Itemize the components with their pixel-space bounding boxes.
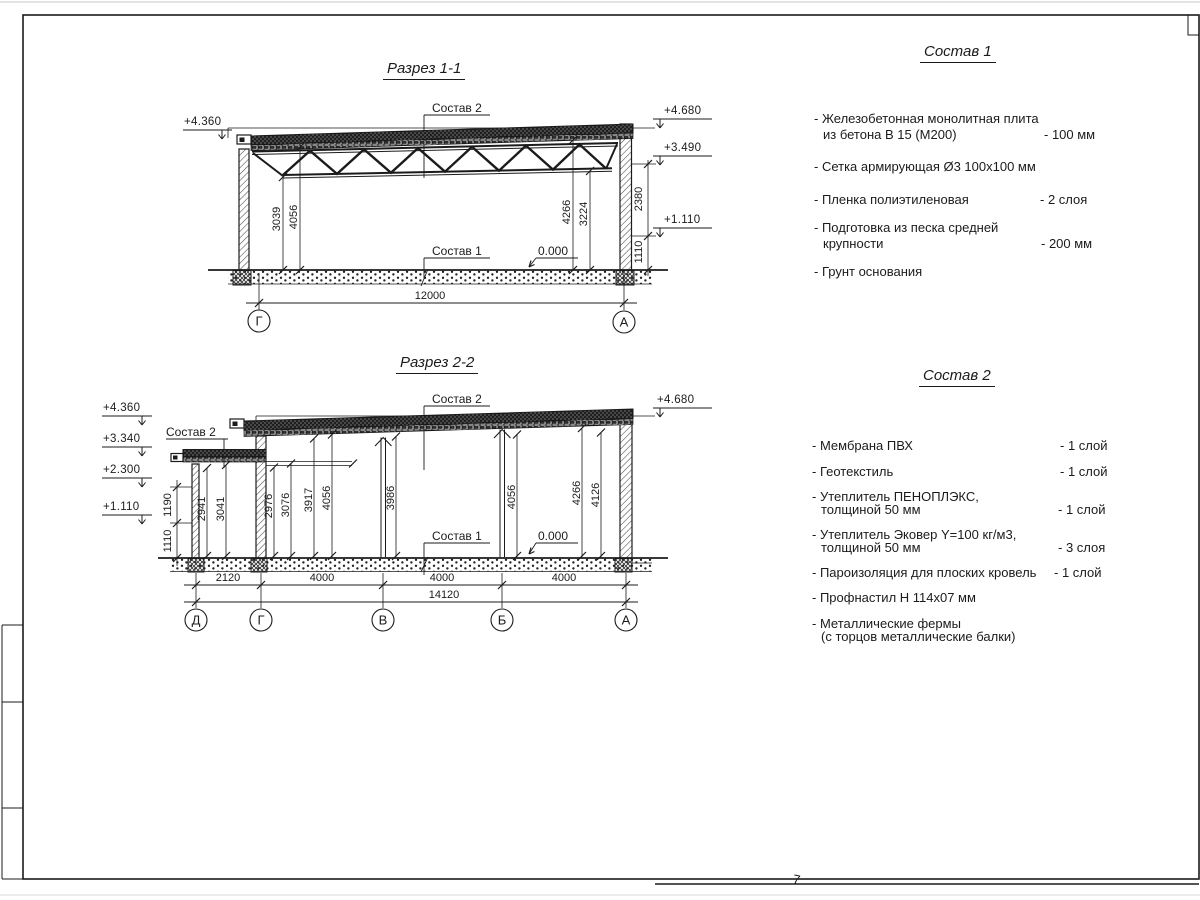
list-item-text: - Железобетонная монолитная плита — [814, 111, 1039, 126]
elevation-label: +2.300 — [103, 464, 141, 476]
side-dim-label: 1190 — [162, 493, 174, 517]
elevation-label: +4.360 — [184, 116, 222, 128]
section-2-2 — [102, 406, 712, 631]
axis-label: А — [619, 314, 629, 330]
total-dim-label: 14120 — [428, 589, 460, 601]
list-item-value: - 3 слоя — [1058, 540, 1106, 555]
leader-label: Состав 1 — [432, 244, 482, 258]
elevation-label: +4.680 — [657, 394, 695, 406]
list-item-text: (с торцов металлические балки) — [821, 629, 1016, 644]
list-item-value: - 1 слой — [1060, 464, 1108, 479]
list-item-text: толщиной 50 мм — [821, 502, 921, 517]
list-item-text: - Грунт основания — [814, 264, 923, 279]
list-item-text: - Пленка полиэтиленовая — [814, 192, 969, 207]
list-item-value: - 200 мм — [1041, 236, 1093, 251]
elevation-label: +1.110 — [103, 501, 140, 513]
vertical-dim-label: 2976 — [263, 493, 275, 519]
vertical-dim-label: 3917 — [303, 487, 315, 513]
list-item-text: - Сетка армирующая Ø3 100х100 мм — [814, 159, 1036, 174]
vertical-dim-label: 3076 — [280, 492, 292, 518]
vertical-dim-label: 4126 — [590, 482, 602, 508]
side-dim-label: 1110 — [162, 529, 174, 553]
axis-label: Б — [497, 612, 507, 628]
list-item-text: толщиной 50 мм — [821, 540, 921, 555]
zero-level-label: 0.000 — [538, 529, 569, 543]
leader-label: Состав 2 — [432, 392, 482, 406]
list-item-text: из бетона В 15 (М200) — [823, 127, 957, 142]
list-item-text: - Пароизоляция для плоских кровель — [812, 565, 1037, 580]
list-item-text: - Мембрана ПВХ — [812, 438, 913, 453]
axis-label: Г — [255, 313, 263, 329]
vertical-dim-label: 3986 — [385, 485, 397, 511]
section1-title: Разрез 1-1 — [383, 60, 465, 80]
list-item-text: крупности — [823, 236, 884, 251]
elevation-label: +3.340 — [103, 433, 141, 445]
list2-title: Состав 2 — [919, 367, 995, 387]
vertical-dim-label: 4056 — [288, 204, 300, 230]
list-item-value: - 1 слой — [1058, 502, 1106, 517]
axis-label: Д — [191, 612, 201, 628]
leader-label: Состав 1 — [432, 529, 482, 543]
elevation-label: +3.490 — [664, 142, 702, 154]
vertical-dim-label: 3041 — [215, 496, 227, 522]
vertical-dim-label: 3224 — [578, 201, 590, 227]
list-item-value: - 1 слой — [1060, 438, 1108, 453]
section2-title: Разрез 2-2 — [396, 354, 478, 374]
list1-title: Состав 1 — [920, 43, 996, 63]
elevation-label: +4.360 — [103, 402, 141, 414]
list-item-text: - Утеплитель Эковер Y=100 кг/м3, — [812, 527, 1017, 542]
vertical-dim-label: 4266 — [561, 199, 573, 225]
side-dim-label: 1110 — [633, 240, 645, 264]
list-item-text: - Подготовка из песка средней — [814, 220, 999, 235]
axis-label: Г — [257, 612, 265, 628]
list-item-text: - Металлические фермы — [812, 616, 961, 631]
zero-level-label: 0.000 — [538, 244, 569, 258]
section-1-1 — [183, 115, 712, 333]
list-item-value: - 100 мм — [1044, 127, 1096, 142]
list-item-value: - 1 слой — [1054, 565, 1102, 580]
leader-label: Состав 2 — [166, 425, 216, 439]
elevation-label: +4.680 — [664, 105, 702, 117]
vertical-dim-label: 4056 — [506, 484, 518, 510]
bottom-dim-label: 4000 — [309, 572, 335, 584]
list-item-value: - 2 слоя — [1040, 192, 1088, 207]
bottom-dim-label: 4000 — [429, 572, 455, 584]
vertical-dim-label: 2941 — [196, 496, 208, 522]
leader-label: Состав 2 — [432, 101, 482, 115]
list-item-text: - Утеплитель ПЕНОПЛЭКС, — [812, 489, 979, 504]
bottom-dim-label: 2120 — [215, 572, 241, 584]
bottom-dim-label: 4000 — [551, 572, 577, 584]
stamp-mark: 7 — [791, 871, 802, 888]
vertical-dim-label: 4266 — [571, 480, 583, 506]
axis-label: В — [378, 612, 388, 628]
list-item-text: - Геотекстиль — [812, 464, 894, 479]
vertical-dim-label: 3039 — [271, 206, 283, 232]
elevation-label: +1.110 — [664, 214, 701, 226]
list-item-text: - Профнастил Н 114х07 мм — [812, 590, 976, 605]
vertical-dim-label: 4056 — [321, 485, 333, 511]
side-dim-label: 2380 — [633, 186, 645, 212]
total-dim-label: 12000 — [414, 290, 446, 302]
axis-label: А — [621, 612, 631, 628]
